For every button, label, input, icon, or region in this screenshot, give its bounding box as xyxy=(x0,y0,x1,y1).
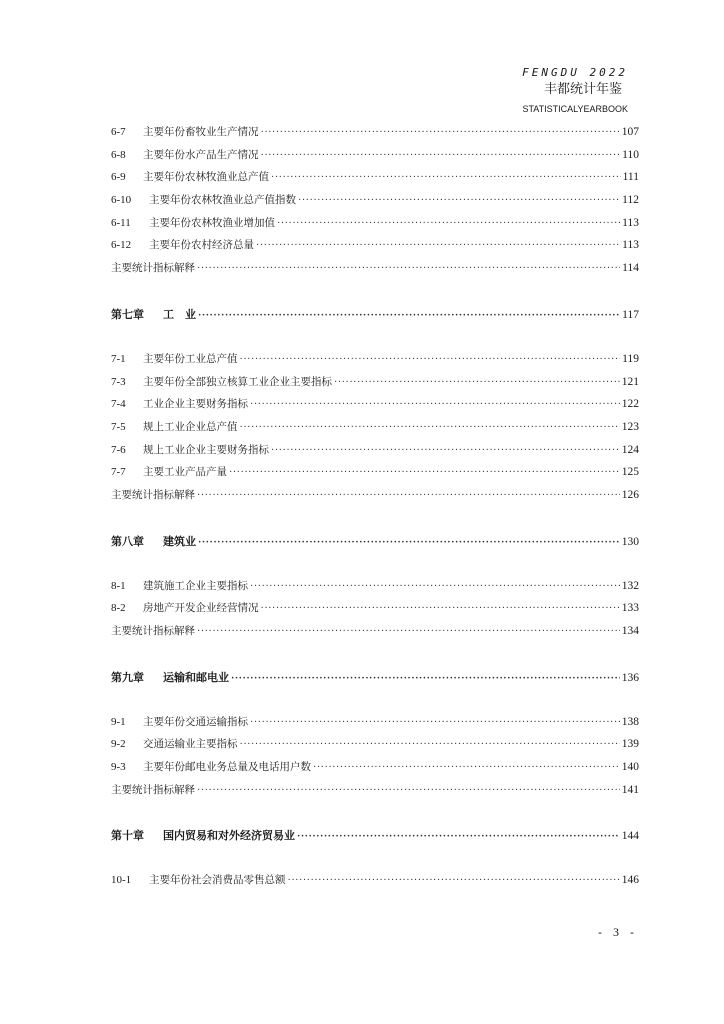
entry-page-number: 110 xyxy=(622,148,639,161)
entry-title: 主要年份交通运输指标 xyxy=(143,715,248,728)
toc-chapter-heading[interactable] xyxy=(111,306,639,329)
entry-page-number: 122 xyxy=(621,398,639,411)
dot-leader xyxy=(240,354,621,365)
entry-page-number: 133 xyxy=(621,602,639,615)
table-number: 8-1 xyxy=(111,579,126,592)
dot-leader xyxy=(313,762,620,773)
table-number: 6-10 xyxy=(111,194,132,207)
entry-page-number: 117 xyxy=(622,308,639,321)
table-number: 10-1 xyxy=(111,874,132,887)
toc-entry[interactable] xyxy=(111,736,639,759)
toc-entry[interactable] xyxy=(111,578,639,601)
chapter-title: 工 业 xyxy=(163,307,196,321)
entry-page-number: 114 xyxy=(622,262,639,275)
dot-leader xyxy=(261,603,620,614)
table-number: 7-6 xyxy=(111,443,126,456)
dot-leader xyxy=(271,172,621,183)
toc-entry[interactable] xyxy=(111,872,639,895)
table-number: 7-4 xyxy=(111,398,126,411)
entry-page-number: 130 xyxy=(621,535,639,548)
entry-page-number: 139 xyxy=(621,738,639,751)
chapter-title: 建筑业 xyxy=(163,534,196,548)
table-number: 6-9 xyxy=(111,171,126,184)
entry-title: 主要年份社会消费品零售总额 xyxy=(149,874,286,887)
toc-entry[interactable] xyxy=(111,623,639,646)
chapter-number: 第八章 xyxy=(111,534,144,548)
entry-title: 主要年份农村经济总量 xyxy=(149,239,254,252)
dot-leader xyxy=(197,490,620,501)
dot-leader xyxy=(288,875,620,886)
toc-chapter-heading[interactable] xyxy=(111,827,639,850)
entry-page-number: 124 xyxy=(621,443,639,456)
entry-page-number: 144 xyxy=(621,830,639,843)
entry-title: 工业企业主要财务指标 xyxy=(143,398,248,411)
entry-title: 主要统计指标解释 xyxy=(111,262,195,275)
table-of-contents xyxy=(111,124,639,895)
table-number: 6-12 xyxy=(111,239,132,252)
entry-page-number: 121 xyxy=(621,375,639,388)
dot-leader xyxy=(197,626,620,637)
entry-title: 主要统计指标解释 xyxy=(111,783,195,796)
entry-page-number: 112 xyxy=(622,194,639,207)
entry-title: 主要年份水产品生产情况 xyxy=(143,148,259,161)
entry-page-number: 113 xyxy=(622,216,639,229)
entry-page-number: 119 xyxy=(622,352,639,365)
chapter-number: 第七章 xyxy=(111,307,144,321)
table-number: 8-2 xyxy=(111,602,126,615)
entry-title: 主要统计指标解释 xyxy=(111,625,195,637)
entry-title: 规上工业企业主要财务指标 xyxy=(143,443,269,456)
table-number: 9-3 xyxy=(111,761,126,774)
dot-leader xyxy=(277,218,620,229)
dot-leader xyxy=(198,310,620,321)
toc-entry[interactable] xyxy=(111,237,639,260)
toc-entry[interactable] xyxy=(111,124,639,147)
entry-page-number: 134 xyxy=(621,625,639,637)
entry-title: 主要年份工业总产值 xyxy=(143,352,238,365)
dot-leader xyxy=(334,377,620,388)
dot-leader xyxy=(250,399,620,410)
entry-title: 主要工业产品产量 xyxy=(143,466,227,479)
entry-title: 建筑施工企业主要指标 xyxy=(143,579,248,592)
toc-entry[interactable] xyxy=(111,759,639,782)
table-number: 9-1 xyxy=(111,715,126,728)
table-number: 7-1 xyxy=(111,352,126,365)
toc-entry[interactable] xyxy=(111,442,639,465)
table-number: 6-11 xyxy=(111,216,131,229)
dot-leader xyxy=(298,195,620,206)
entry-title: 交通运输业主要指标 xyxy=(143,738,238,751)
dot-leader xyxy=(256,240,620,251)
entry-page-number: 125 xyxy=(621,466,639,479)
entry-title: 主要年份农林牧渔业总产值指数 xyxy=(149,194,296,207)
chapter-title: 国内贸易和对外经济贸易业 xyxy=(163,829,295,843)
table-number: 6-7 xyxy=(111,126,126,138)
toc-entry[interactable] xyxy=(111,351,639,374)
toc-entry[interactable] xyxy=(111,396,639,419)
toc-entry[interactable] xyxy=(111,374,639,397)
toc-entry[interactable] xyxy=(111,419,639,442)
entry-title: 主要年份邮电业务总量及电话用户数 xyxy=(143,761,311,774)
entry-title: 规上工业企业总产值 xyxy=(143,420,238,433)
dot-leader xyxy=(261,150,621,161)
table-number: 7-5 xyxy=(111,420,126,433)
page-header xyxy=(522,66,628,116)
dot-leader xyxy=(250,581,620,592)
table-number: 6-8 xyxy=(111,148,126,161)
entry-page-number: 141 xyxy=(621,783,639,796)
toc-entry[interactable] xyxy=(111,192,639,215)
toc-entry[interactable] xyxy=(111,714,639,737)
entry-title: 主要年份农林牧渔业增加值 xyxy=(149,216,275,229)
chapter-title: 运输和邮电业 xyxy=(163,670,229,684)
entry-page-number: 138 xyxy=(621,715,639,728)
dot-leader xyxy=(231,673,620,684)
entry-title: 主要年份畜牧业生产情况 xyxy=(143,126,259,138)
entry-page-number: 132 xyxy=(621,579,639,592)
entry-title: 主要年份全部独立核算工业企业主要指标 xyxy=(143,375,332,388)
dot-leader xyxy=(261,127,620,138)
table-number: 7-3 xyxy=(111,375,126,388)
dot-leader xyxy=(297,831,620,842)
toc-entry[interactable] xyxy=(111,215,639,238)
dot-leader xyxy=(197,785,620,796)
header-english-title: FENGDU 2022 xyxy=(522,66,628,79)
entry-page-number: 107 xyxy=(621,126,639,138)
table-number: 7-7 xyxy=(111,466,126,479)
header-chinese-title: 丰都统计年鉴 xyxy=(543,82,622,97)
chapter-number: 第十章 xyxy=(111,829,144,843)
entry-page-number: 111 xyxy=(622,171,639,184)
header-english-subtitle: STATISTICALYEARBOOK xyxy=(522,104,628,114)
dot-leader xyxy=(240,739,620,750)
dot-leader xyxy=(229,467,620,478)
dot-leader xyxy=(198,537,620,548)
toc-entry[interactable] xyxy=(111,487,639,510)
entry-title: 主要年份农林牧渔业总产值 xyxy=(143,171,269,184)
entry-page-number: 136 xyxy=(621,671,639,684)
entry-title: 房地产开发企业经营情况 xyxy=(143,602,259,615)
toc-chapter-heading[interactable] xyxy=(111,669,639,692)
entry-page-number: 123 xyxy=(621,420,639,433)
toc-entry[interactable] xyxy=(111,782,639,805)
chapter-number: 第九章 xyxy=(111,670,144,684)
toc-chapter-heading[interactable] xyxy=(111,533,639,556)
toc-entry[interactable] xyxy=(111,600,639,623)
toc-entry[interactable] xyxy=(111,147,639,170)
entry-page-number: 113 xyxy=(622,239,639,252)
entry-page-number: 140 xyxy=(621,761,639,774)
dot-leader xyxy=(197,263,620,274)
page-number: - 3 - xyxy=(598,925,638,939)
entry-page-number: 126 xyxy=(621,488,639,501)
toc-entry[interactable] xyxy=(111,464,639,487)
entry-page-number: 146 xyxy=(621,874,639,887)
toc-entry[interactable] xyxy=(111,260,639,283)
dot-leader xyxy=(250,717,620,728)
toc-entry[interactable] xyxy=(111,169,639,192)
dot-leader xyxy=(271,445,620,456)
table-number: 9-2 xyxy=(111,738,126,751)
entry-title: 主要统计指标解释 xyxy=(111,488,195,501)
dot-leader xyxy=(240,422,620,433)
